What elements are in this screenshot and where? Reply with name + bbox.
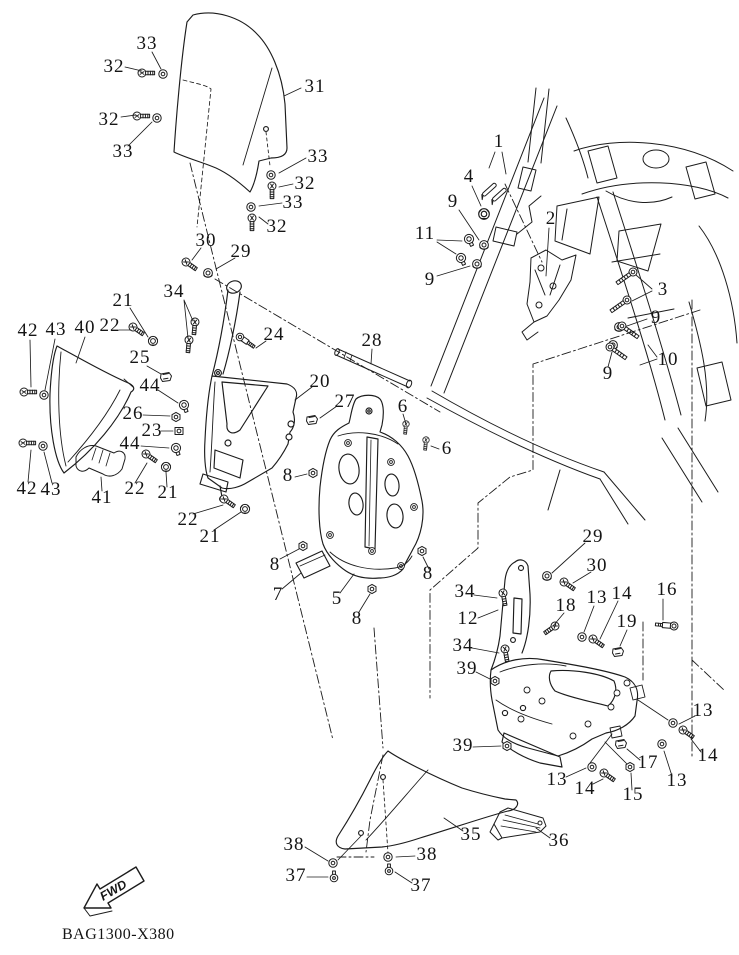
callout-41: 41 — [91, 486, 113, 508]
callout-9: 9 — [447, 190, 459, 212]
callout-21: 21 — [112, 289, 134, 311]
callout-16: 16 — [656, 578, 678, 600]
callout-13: 13 — [666, 769, 688, 791]
callout-8: 8 — [351, 607, 363, 629]
callout-15: 15 — [622, 783, 644, 805]
callout-35: 35 — [460, 823, 482, 845]
callout-30: 30 — [195, 229, 217, 251]
callout-43: 43 — [45, 318, 67, 340]
callout-19: 19 — [616, 610, 638, 632]
callout-18: 18 — [555, 594, 577, 616]
callout-39: 39 — [456, 657, 478, 679]
callout-10: 10 — [657, 348, 679, 370]
callout-32: 32 — [103, 55, 125, 77]
callout-6: 6 — [397, 395, 409, 417]
callout-5: 5 — [331, 587, 343, 609]
callout-21: 21 — [199, 525, 221, 547]
callout-38: 38 — [283, 833, 305, 855]
callout-9: 9 — [602, 362, 614, 384]
callout-32: 32 — [98, 108, 120, 130]
callout-9: 9 — [424, 268, 436, 290]
callout-1: 1 — [493, 130, 505, 152]
callout-44: 44 — [119, 432, 141, 454]
callout-43: 43 — [40, 478, 62, 500]
callout-8: 8 — [269, 553, 281, 575]
callout-42: 42 — [17, 319, 39, 341]
callout-29: 29 — [230, 240, 252, 262]
callout-42: 42 — [16, 477, 38, 499]
diagram-code: BAG1300-X380 — [62, 926, 175, 943]
callout-28: 28 — [361, 329, 383, 351]
callout-36: 36 — [548, 829, 570, 851]
callout-26: 26 — [122, 402, 144, 424]
callout-13: 13 — [586, 586, 608, 608]
callout-27: 27 — [334, 390, 356, 412]
callout-3: 3 — [657, 278, 669, 300]
callout-22: 22 — [177, 508, 199, 530]
callout-11: 11 — [414, 222, 436, 244]
callout-20: 20 — [309, 370, 331, 392]
callout-14: 14 — [611, 582, 633, 604]
callout-33: 33 — [307, 145, 329, 167]
callout-32: 32 — [266, 215, 288, 237]
callout-30: 30 — [586, 554, 608, 576]
callout-37: 37 — [285, 864, 307, 886]
callout-4: 4 — [463, 165, 475, 187]
callout-6: 6 — [441, 437, 453, 459]
callout-31: 31 — [304, 75, 326, 97]
callout-32: 32 — [294, 172, 316, 194]
callout-40: 40 — [74, 316, 96, 338]
callout-2: 2 — [545, 207, 557, 229]
callout-8: 8 — [282, 464, 294, 486]
callout-34: 34 — [454, 580, 476, 602]
callout-14: 14 — [697, 744, 719, 766]
callout-33: 33 — [282, 191, 304, 213]
callout-13: 13 — [692, 699, 714, 721]
callout-38: 38 — [416, 843, 438, 865]
callout-44: 44 — [139, 374, 161, 396]
callout-34: 34 — [452, 634, 474, 656]
callout-37: 37 — [410, 874, 432, 896]
callout-14: 14 — [574, 777, 596, 799]
callout-21: 21 — [157, 481, 179, 503]
callout-25: 25 — [129, 346, 151, 368]
callout-39: 39 — [452, 734, 474, 756]
callout-13: 13 — [546, 768, 568, 790]
callout-12: 12 — [457, 607, 479, 629]
callout-24: 24 — [263, 323, 285, 345]
callout-9: 9 — [650, 306, 662, 328]
callout-33: 33 — [112, 140, 134, 162]
callout-23: 23 — [141, 419, 163, 441]
callout-33: 33 — [136, 32, 158, 54]
callout-29: 29 — [582, 525, 604, 547]
callout-7: 7 — [272, 583, 284, 605]
callout-22: 22 — [124, 477, 146, 499]
fwd-label: FWD — [97, 877, 130, 904]
callout-17: 17 — [637, 751, 659, 773]
callout-8: 8 — [422, 562, 434, 584]
callout-34: 34 — [163, 280, 185, 302]
callout-22: 22 — [99, 314, 121, 336]
